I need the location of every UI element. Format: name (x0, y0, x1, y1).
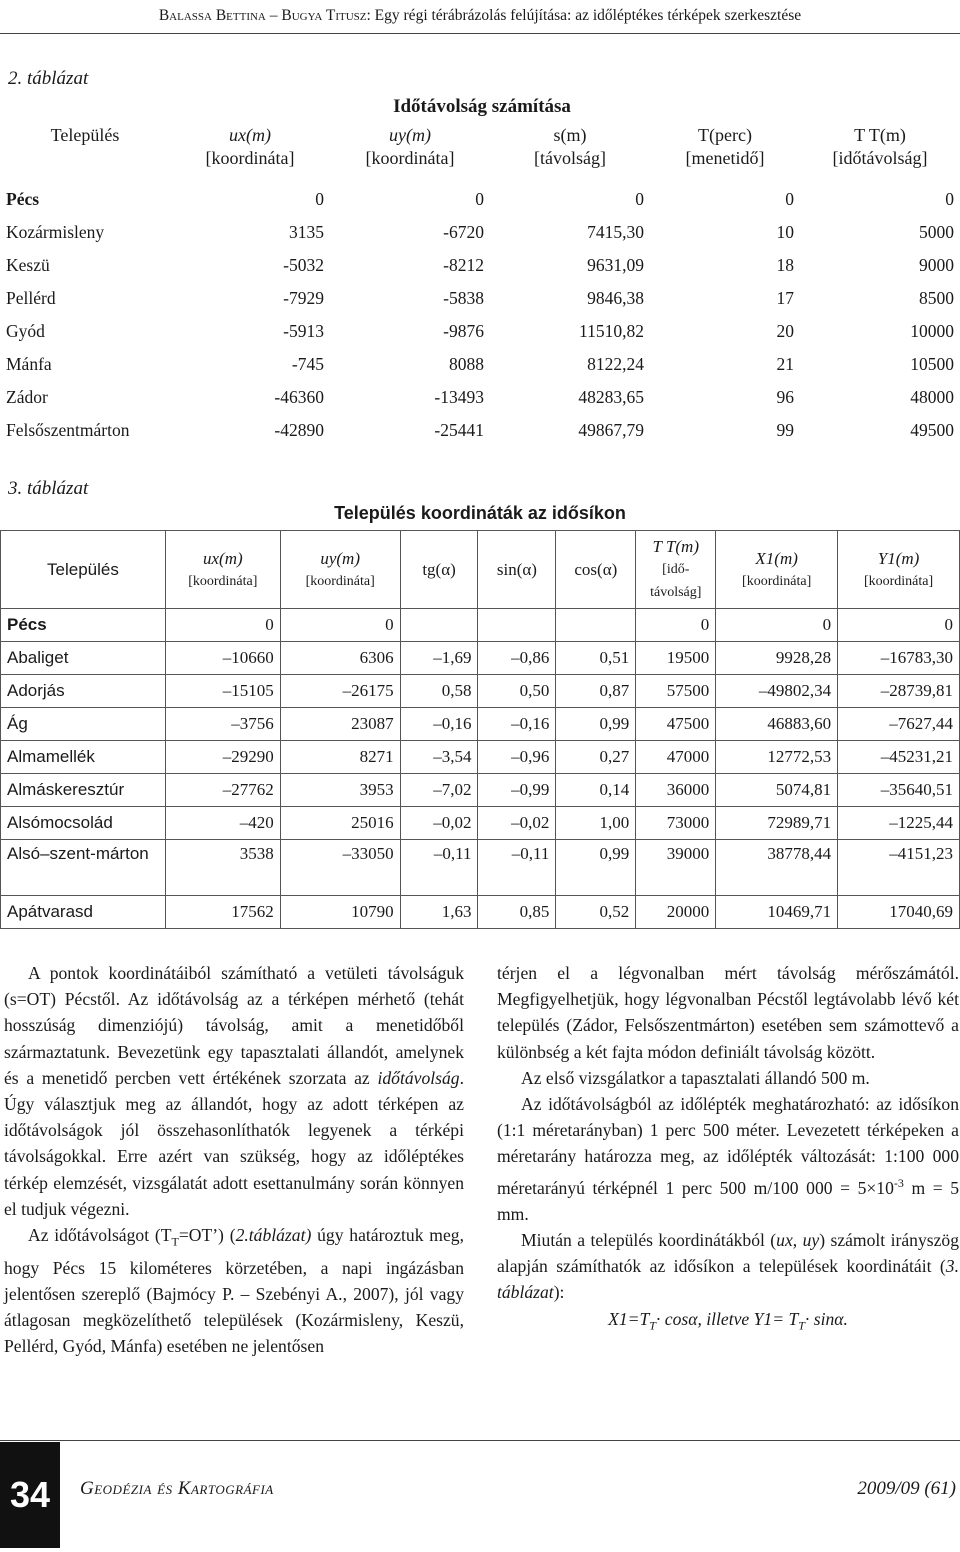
cell-value: 8271 (280, 741, 400, 774)
cell-value: 49500 (910, 419, 954, 440)
cell-value: 96 (776, 386, 794, 407)
cell-value: 0,51 (556, 642, 636, 675)
t3-h-x1: X1(m) [koordináta] (716, 531, 838, 609)
t2-h-ux: ux(m) [koordináta] (205, 125, 295, 168)
cell-value: 0,14 (556, 774, 636, 807)
right-paragraph-4: Miután a település koordinátákból (ux, uy) számolt irányszög alapján számíthatók az idősíkon a települések koordinátáit (3. táblázat): (497, 1229, 959, 1303)
t3-h-ux: ux(m) [koordináta] (165, 531, 280, 609)
cell-value: 0 (838, 609, 960, 642)
cell-value: 10469,71 (716, 896, 838, 929)
cell-value: 9928,28 (716, 642, 838, 675)
table3 (0, 530, 960, 929)
cell-value: 0 (785, 188, 794, 209)
cell-value: 3135 (289, 221, 324, 242)
cell-value: 72989,71 (716, 807, 838, 840)
header-title: : Egy régi térábrázolás felújítása: az időléptékes térképek szerkesztése (366, 7, 802, 24)
cell-value: 1,63 (400, 896, 478, 929)
cell-value: 49867,79 (578, 419, 644, 440)
cell-value: 3538 (165, 840, 280, 896)
footer (0, 1440, 960, 1550)
cell-value: 10000 (910, 320, 954, 341)
cell-value: 0,58 (400, 675, 478, 708)
cell-value: –1225,44 (838, 807, 960, 840)
cell-value: –35640,51 (838, 774, 960, 807)
cell-name: Apátvarasd (1, 896, 166, 929)
cell-value: 0 (945, 188, 954, 209)
cell-value: -5838 (443, 287, 484, 308)
table-row (1, 609, 960, 642)
table-row (0, 182, 960, 215)
t3-h-y1: Y1(m) [koordináta] (838, 531, 960, 609)
cell-value: –0,16 (400, 708, 478, 741)
cell-value: -25441 (434, 419, 484, 440)
cell-value: 8500 (919, 287, 954, 308)
t2-h-s: s(m) [távolság] (534, 125, 606, 168)
cell-value: –0,96 (478, 741, 556, 774)
table2 (0, 124, 960, 446)
table2-title: Időtávolság számítása (393, 96, 571, 117)
table3-header (1, 531, 960, 609)
cell-value: –420 (165, 807, 280, 840)
page-number: 34 (0, 1442, 60, 1548)
cell-name: Keszü (6, 254, 50, 275)
right-paragraph-3: Az időtávolságból az időlépték meghatározható: az idősíkon (1:1 méretarányban) 1 perc 500 méter. Levezetett térképeken a méretarány határozza meg, az időlépték változását: 1:100 000 méretarányú térképnél 1 perc 500 m/100 $000 = 5\times 10^{-3}$ m = 5 mm. (497, 1094, 959, 1224)
cell-value: 10 (776, 221, 794, 242)
cell-value: 48283,65 (578, 386, 644, 407)
cell-value: 47500 (636, 708, 716, 741)
cell-name: Abaliget (1, 642, 166, 675)
table-row (1, 642, 960, 675)
cell-name: Kozármisleny (6, 221, 105, 242)
table-row (0, 281, 960, 314)
cell-value: –29290 (165, 741, 280, 774)
table-row (1, 807, 960, 840)
cell-value: 0,99 (556, 840, 636, 896)
table-row (0, 248, 960, 281)
cell-value: 25016 (280, 807, 400, 840)
cell-value: -5913 (283, 320, 324, 341)
cell-value: 0,99 (556, 708, 636, 741)
cell-value: 0 (280, 609, 400, 642)
table3-title: Település koordináták az idősíkon (334, 503, 626, 523)
cell-value: 0 (315, 188, 324, 209)
t3-h-tt: T T(m) [idő- távolság] (636, 531, 716, 609)
table-row (1, 774, 960, 807)
cell-value: 23087 (280, 708, 400, 741)
table-row (0, 314, 960, 347)
cell-name: Almamellék (1, 741, 166, 774)
cell-value: 6306 (280, 642, 400, 675)
cell-value: 0 (716, 609, 838, 642)
t3-h-uy: uy(m) [koordináta] (280, 531, 400, 609)
right-paragraph-2: Az első vizsgálatkor a tapasztalati állandó 500 m. (521, 1067, 870, 1088)
cell-value: 73000 (636, 807, 716, 840)
cell-value: 0,50 (478, 675, 556, 708)
cell-value: –15105 (165, 675, 280, 708)
cell-value: –3756 (165, 708, 280, 741)
cell-value: –4151,23 (838, 840, 960, 896)
cell-value: –27762 (165, 774, 280, 807)
table-row (0, 347, 960, 380)
cell-value: –0,02 (478, 807, 556, 840)
header-rule (0, 33, 960, 34)
cell-value: 20 (776, 320, 794, 341)
cell-value: –3,54 (400, 741, 478, 774)
right-column (497, 960, 959, 1338)
table-row (1, 708, 960, 741)
table-row (1, 896, 960, 929)
cell-value: –33050 (280, 840, 400, 896)
cell-value: 0 (636, 609, 716, 642)
cell-value: –10660 (165, 642, 280, 675)
cell-value: 47000 (636, 741, 716, 774)
cell-name: Felsőszentmárton (6, 419, 130, 440)
table3-caption: 3. táblázat (8, 478, 89, 499)
author1: Balassa Bettina (158, 7, 266, 24)
cell-name: Zádor (6, 386, 48, 407)
table2-caption: 2. táblázat (8, 68, 89, 89)
cell-value: 0,52 (556, 896, 636, 929)
cell-value: 19500 (636, 642, 716, 675)
cell-name: Gyód (6, 320, 45, 341)
t2-h-tt: T T(m) [időtávolság] (832, 125, 928, 168)
cell-value: –0,11 (478, 840, 556, 896)
cell-value: 57500 (636, 675, 716, 708)
cell-value: 10500 (910, 353, 954, 374)
t2-h-uy: uy(m) [koordináta] (365, 125, 455, 168)
cell-value: –0,86 (478, 642, 556, 675)
cell-value: 1,00 (556, 807, 636, 840)
cell-value: 12772,53 (716, 741, 838, 774)
cell-value: -6720 (443, 221, 484, 242)
table-row (0, 215, 960, 248)
author2: Bugya Titusz (281, 7, 367, 24)
cell-value: 8088 (449, 353, 484, 374)
cell-value: 9000 (919, 254, 954, 275)
cell-value: 38778,44 (716, 840, 838, 896)
issue-number: 2009/09 (61) (857, 1478, 956, 1499)
cell-value: –28739,81 (838, 675, 960, 708)
table-row (1, 741, 960, 774)
cell-name: Pellérd (6, 287, 56, 308)
t3-h-name: Település (1, 531, 166, 609)
cell-value: 9631,09 (587, 254, 644, 275)
cell-value: 0 (635, 188, 644, 209)
cell-value: 0 (475, 188, 484, 209)
t3-h-cos: cos(α) (556, 531, 636, 609)
cell-value: 46883,60 (716, 708, 838, 741)
cell-value: 9846,38 (587, 287, 644, 308)
cell-value: -5032 (283, 254, 324, 275)
cell-value: 7415,30 (587, 221, 644, 242)
cell-value: 17 (776, 287, 794, 308)
t2-h-t: T(perc) [menetidő] (685, 125, 765, 168)
cell-name: Adorjás (1, 675, 166, 708)
cell-value: –16783,30 (838, 642, 960, 675)
footer-rule (0, 1440, 960, 1441)
cell-value: –0,11 (400, 840, 478, 896)
left-column (4, 960, 464, 1360)
cell-value: –7,02 (400, 774, 478, 807)
cell-value: 0,27 (556, 741, 636, 774)
cell-value: 17562 (165, 896, 280, 929)
cell-value: 3953 (280, 774, 400, 807)
cell-value: 39000 (636, 840, 716, 896)
t2-h-name: Település (50, 125, 120, 145)
cell-value: 0,85 (478, 896, 556, 929)
cell-value: 99 (776, 419, 794, 440)
cell-value: 10790 (280, 896, 400, 929)
t3-h-tg: tg(α) (400, 531, 478, 609)
cell-value: 0,87 (556, 675, 636, 708)
formula: $X1=T_T\cdot \cos\alpha$, illetve $Y1= T_T\cdot \sin\alpha$. (608, 1308, 848, 1333)
cell-name: Mánfa (6, 353, 52, 374)
cell-value: 5074,81 (716, 774, 838, 807)
table-row (1, 675, 960, 708)
right-paragraph-1: térjen el a légvonalban mért távolság mérőszámától. Megfigyelhetjük, hogy légvonalban Pécstől legtávolabb lévő két település (Zádor, Felsőszentmárton) esetében sem számottevő a különbség a két fajta módon definiált távolság között. (497, 963, 959, 1062)
cell-value: 48000 (910, 386, 954, 407)
cell-name: Alsómocsolád (1, 807, 166, 840)
cell-value: –0,02 (400, 807, 478, 840)
cell-value: -42890 (274, 419, 324, 440)
cell-value: –26175 (280, 675, 400, 708)
table2-header (0, 124, 960, 182)
table-row (0, 413, 960, 446)
cell-value: 8122,24 (587, 353, 644, 374)
journal-name: Geodézia és Kartográfia (80, 1478, 274, 1499)
cell-name: Alsó–szent-márton (1, 840, 166, 896)
cell-name: Almáskeresztúr (1, 774, 166, 807)
cell-value: 5000 (919, 221, 954, 242)
cell-value: -8212 (443, 254, 484, 275)
table-row (1, 840, 960, 896)
cell-value: –0,16 (478, 708, 556, 741)
cell-value: 17040,69 (838, 896, 960, 929)
cell-value: -9876 (443, 320, 484, 341)
cell-name: Ág (1, 708, 166, 741)
t3-h-sin: sin(α) (478, 531, 556, 609)
cell-value: 36000 (636, 774, 716, 807)
cell-value: –7627,44 (838, 708, 960, 741)
cell-value (400, 609, 478, 642)
cell-value: 18 (776, 254, 794, 275)
cell-value (478, 609, 556, 642)
cell-value: –0,99 (478, 774, 556, 807)
cell-value: 0 (165, 609, 280, 642)
author-sep: – (265, 7, 282, 24)
cell-value (556, 609, 636, 642)
cell-value: -46360 (274, 386, 324, 407)
running-header (0, 0, 960, 36)
table-row (0, 380, 960, 413)
cell-value: -745 (291, 353, 324, 374)
cell-value: –1,69 (400, 642, 478, 675)
cell-value: 11510,82 (579, 320, 644, 341)
cell-value: –45231,21 (838, 741, 960, 774)
left-paragraph-1: A pontok koordinátáiból számítható a vetületi távolságuk (s=OT) Pécstől. Az időtávolság az a térképen mérhető (tehát hosszúság dimenziójú) távolság, amit a menetidőből származtatunk. Bevezetünk egy tapasztalati állandót, amelynek és a menetidő percben vett értékének szorzata az időtávolság. Úgy választjuk meg az állandót, hogy az adott térképen az időtávolságok jól összehasonlíthatók legyenek a térképi távolságokkal. Erre azért van szükség, hogy az időléptékes térkép elemzését, vizsgálatát adott esettanulmány során könnyen el tudjuk végezni. (4, 963, 464, 1219)
cell-value: -13493 (434, 386, 484, 407)
cell-value: 21 (776, 353, 794, 374)
cell-name: Pécs (6, 188, 40, 209)
cell-value: -7929 (283, 287, 324, 308)
cell-value: –49802,34 (716, 675, 838, 708)
cell-name: Pécs (1, 609, 166, 642)
cell-value: 20000 (636, 896, 716, 929)
left-paragraph-2: Az időtávolságot $(T_T=OT’)$ (2.táblázat) úgy határoztuk meg, hogy Pécs 15 kilométeres körzetében, a napi ingázásban jelentősen szereplő (Bajmócy P. – Szebényi A., 2007), jól vagy átlagosan megközelíthető települések (Kozármisleny, Keszü, Pellérd, Gyód, Mánfa) esetében ne jelentősen (4, 1225, 464, 1357)
